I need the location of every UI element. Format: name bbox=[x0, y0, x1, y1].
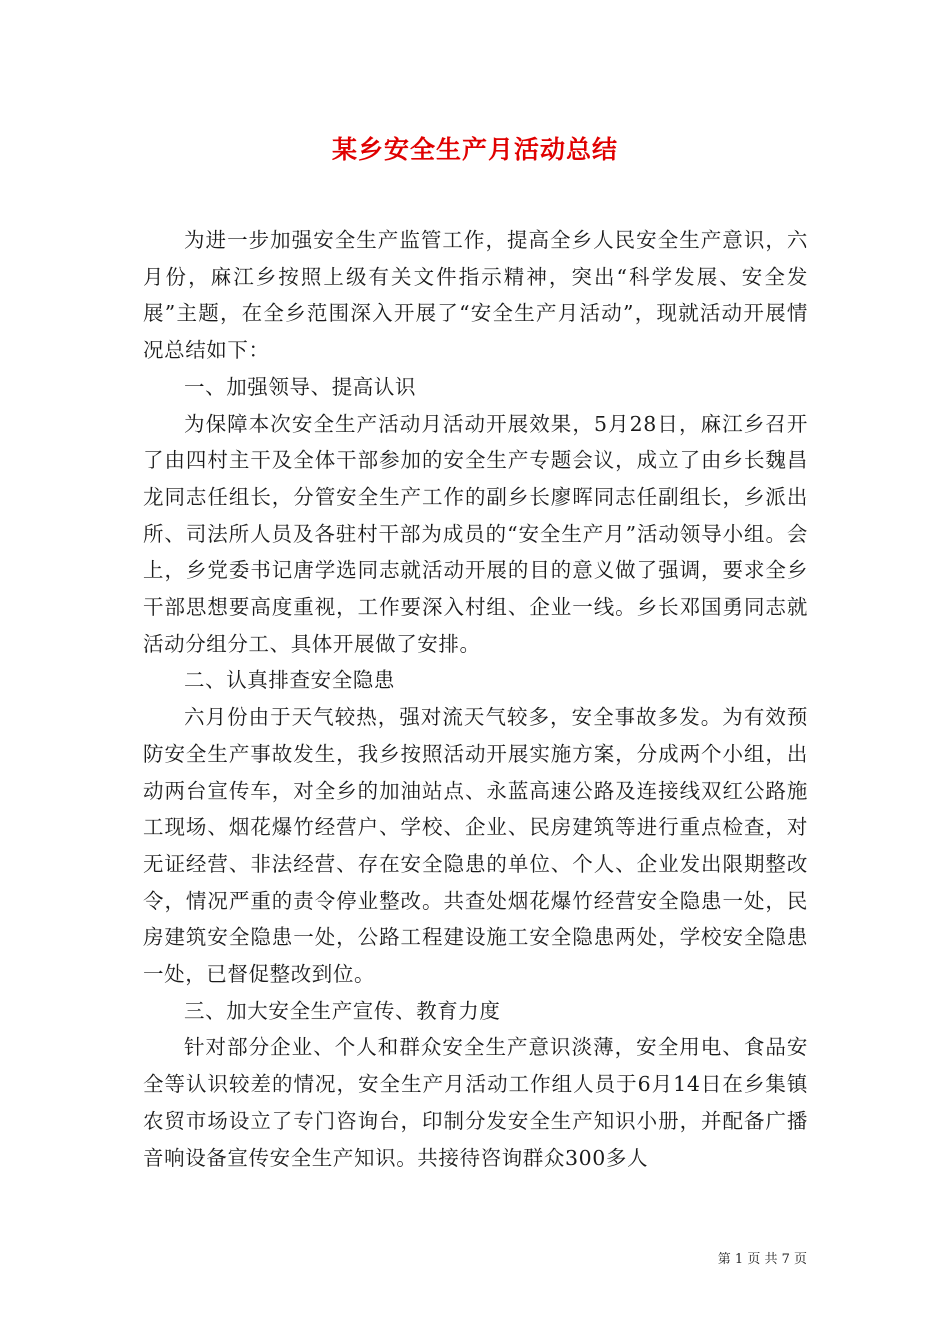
page-number-footer: 第 1 页 共 7 页 bbox=[717, 1252, 807, 1267]
document-title: 某乡安全生产月活动总结 bbox=[331, 135, 618, 164]
paragraph-section-2: 六月份由于天气较热，强对流天气较多，安全事故多发。为有效预防安全生产事故发生，我乡按照活动开展实施方案，分成两个小组，出动两台宣传车，对全乡的加油站点、永蓝高速公路及连接线双红公路施工现场、烟花爆竹经营户、学校、企业、民房建筑等进行重点检查，对无证经营、非法经营、存在安全隐患的单位、个人、企业发出限期整改令，情况严重的责令停业整改。共查处烟花爆竹经营安全隐患一处，民房建筑安全隐患一处，公路工程建设施工安全隐患两处，学校安全隐患一处，已督促整改到位。 bbox=[143, 705, 808, 987]
paragraph-intro: 为进一步加强安全生产监管工作，提高全乡人民安全生产意识，六月份，麻江乡按照上级有关文件指示精神，突出“科学发展、安全发展”主题，在全乡范围深入开展了“安全生产月活动”，现就活动开展情况总结如下： bbox=[143, 228, 808, 363]
section-heading-3: 三、加大安全生产宣传、教育力度 bbox=[184, 998, 501, 1023]
section-heading-2: 二、认真排查安全隐患 bbox=[184, 668, 395, 693]
document-body bbox=[143, 222, 808, 1176]
section-heading-1: 一、加强领导、提高认识 bbox=[184, 374, 417, 399]
paragraph-section-1: 为保障本次安全生产活动月活动开展效果，5月28日，麻江乡召开了由四村主干及全体干部参加的安全生产专题会议，成立了由乡长魏昌龙同志任组长，分管安全生产工作的副乡长廖晖同志任副组长，乡派出所、司法所人员及各驻村干部为成员的“安全生产月”活动领导小组。会上，乡党委书记唐学选同志就活动开展的目的意义做了强调，要求全乡干部思想要高度重视，工作要深入村组、企业一线。乡长邓国勇同志就活动分组分工、具体开展做了安排。 bbox=[143, 411, 808, 656]
paragraph-section-3: 针对部分企业、个人和群众安全生产意识淡薄，安全用电、食品安全等认识较差的情况，安全生产月活动工作组人员于6月14日在乡集镇农贸市场设立了专门咨询台，印制分发安全生产知识小册，并配备广播音响设备宣传安全生产知识。共接待咨询群众300多人 bbox=[143, 1035, 808, 1170]
